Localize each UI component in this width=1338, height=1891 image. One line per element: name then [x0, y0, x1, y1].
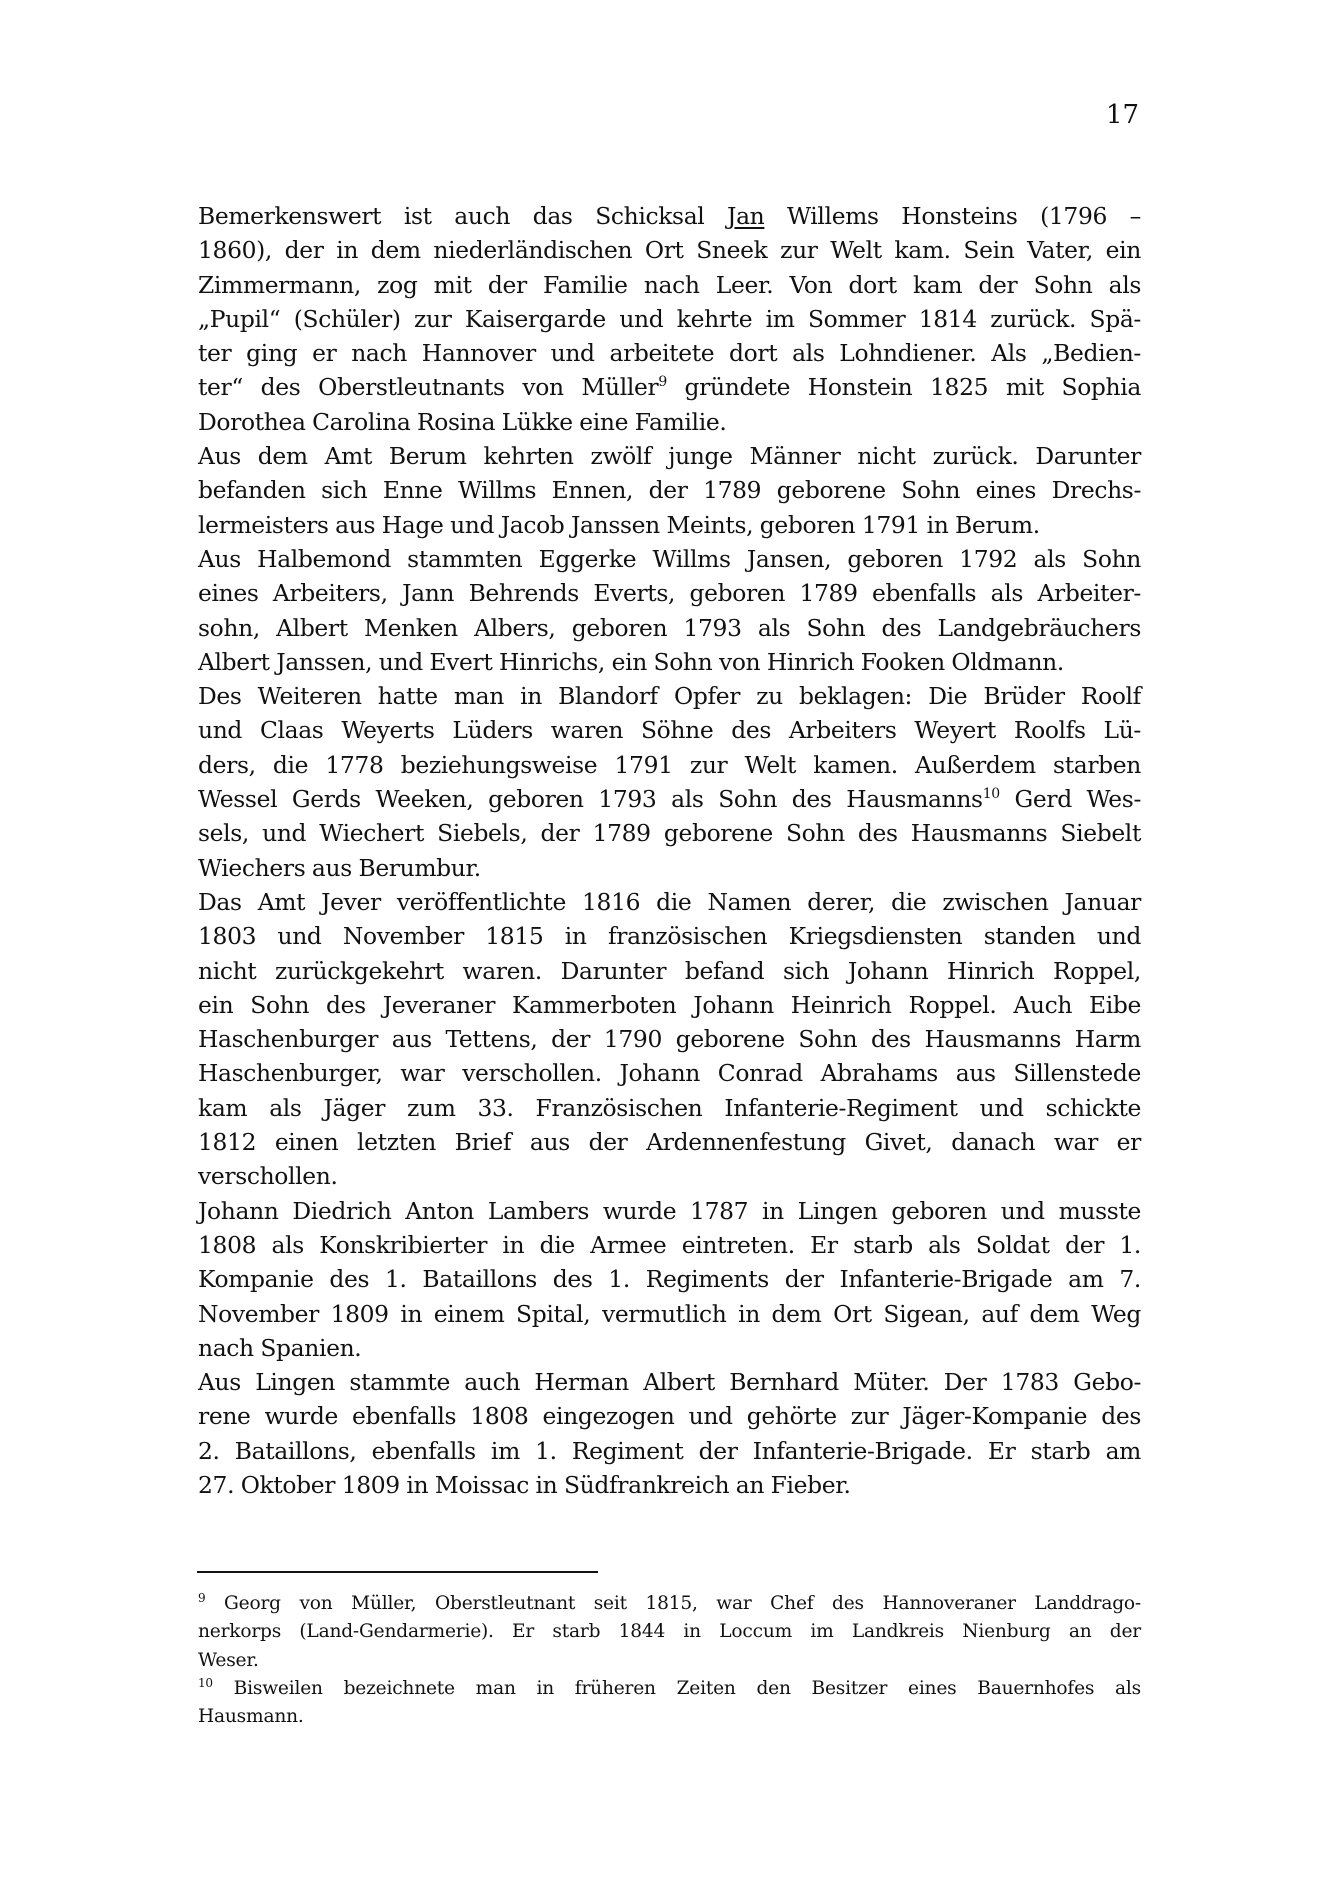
text-segment: Gerd Wes- [999, 785, 1141, 814]
text-line [198, 508, 1141, 542]
footnote-text: nerkorps (Land-Gendarmerie). Er starb 1844 in Loccum im Landkreis Nienburg an der [198, 1621, 1141, 1643]
text-segment: 1808 als Konskribierter in die Armee eintreten. Er starb als Soldat der 1. [198, 1230, 1141, 1259]
footnote [198, 1590, 1141, 1675]
text-line [198, 1159, 1141, 1193]
paragraph [198, 542, 1141, 679]
text-line [198, 336, 1141, 370]
text-segment: sels, und Wiechert Siebels, der 1789 geborene Sohn des Hausmanns Siebelt [198, 819, 1141, 848]
text-segment: Willems Honsteins (1796 – [764, 202, 1141, 230]
footnote [198, 1675, 1141, 1732]
footnote-line [198, 1590, 1141, 1618]
text-line [198, 233, 1141, 267]
text-segment: sohn, Albert Menken Albers, geboren 1793 als Sohn des Landgebräuchers [198, 613, 1141, 642]
text-segment: 1860), der in dem niederländischen Ort Sneek zur Welt kam. Sein Vater, ein [198, 236, 1141, 265]
footnote-line [198, 1675, 1141, 1703]
text-line [198, 713, 1141, 747]
text-segment: Bemerkenswert ist auch das Schicksal [198, 202, 728, 230]
text-segment: nach Spanien. [198, 1333, 362, 1362]
footnote-text: Hausmann. [198, 1706, 304, 1728]
paragraph [198, 1194, 1141, 1365]
footnote-separator [197, 1571, 598, 1573]
text-line [198, 1365, 1141, 1399]
text-segment: Wessel Gerds Weeken, geboren 1793 als Sohn des Hausmanns [198, 785, 983, 814]
text-line [198, 405, 1141, 439]
text-line [198, 1022, 1141, 1056]
text-segment: 2. Bataillons, ebenfalls im 1. Regiment der Infanterie-Brigade. Er starb am [198, 1436, 1141, 1465]
text-segment: 1803 und November 1815 in französischen Kriegsdiensten standen und [198, 922, 1141, 951]
footnotes [198, 1590, 1141, 1731]
text-line [198, 988, 1141, 1022]
text-segment: Dorothea Carolina Rosina Lükke eine Familie. [198, 407, 727, 436]
text-line [198, 199, 1141, 233]
text-segment: Wiechers aus Berumbur. [198, 853, 481, 882]
text-line [198, 302, 1141, 336]
text-line [198, 370, 1141, 404]
text-line [198, 439, 1141, 473]
text-segment: Aus dem Amt Berum kehrten zwölf junge Männer nicht zurück. Darunter [198, 442, 1141, 471]
text-segment: ter“ des Oberstleutnants von Müller [198, 373, 659, 402]
text-line [198, 1297, 1141, 1331]
body-text [198, 199, 1141, 1502]
text-segment: eines Arbeiters, Jann Behrends Everts, geboren 1789 ebenfalls als Arbeiter- [198, 579, 1141, 608]
text-line [198, 1399, 1141, 1433]
text-segment: November 1809 in einem Spital, vermutlich in dem Ort Sigean, auf dem Weg [198, 1299, 1141, 1328]
text-segment: „Pupil“ (Schüler) zur Kaisergarde und kehrte im Sommer 1814 zurück. Spä- [198, 304, 1141, 333]
text-segment: verschollen. [198, 1162, 338, 1191]
text-segment: Johann Diedrich Anton Lambers wurde 1787 in Lingen geboren und musste [198, 1196, 1141, 1225]
text-segment: 1812 einen letzten Brief aus der Ardennenfestung Givet, danach war er [198, 1128, 1141, 1157]
text-segment: Albert Janssen, und Evert Hinrichs, ein Sohn von Hinrich Fooken Oldmann. [198, 647, 1064, 676]
footnote-line [198, 1703, 1141, 1731]
text-segment: befanden sich Enne Willms Ennen, der 1789 geborene Sohn eines Drechs- [198, 476, 1141, 505]
text-segment: Des Weiteren hatte man in Blandorf Opfer zu beklagen: Die Brüder Roolf [198, 682, 1141, 711]
text-line [198, 1434, 1141, 1468]
footnote-line [198, 1647, 1141, 1675]
text-segment: Kompanie des 1. Bataillons des 1. Regiments der Infanterie-Brigade am 7. [198, 1265, 1141, 1294]
text-line [198, 1056, 1141, 1090]
text-segment: Aus Halbemond stammten Eggerke Willms Jansen, geboren 1792 als Sohn [198, 544, 1141, 573]
text-line [198, 1468, 1141, 1502]
footnote-line [198, 1618, 1141, 1646]
text-line [198, 542, 1141, 576]
text-segment: ter ging er nach Hannover und arbeitete dort als Lohndiener. Als „Bedien- [198, 339, 1141, 368]
text-line [198, 954, 1141, 988]
text-line [198, 679, 1141, 713]
text-line [198, 748, 1141, 782]
paragraph [198, 679, 1141, 885]
text-line [198, 645, 1141, 679]
text-segment: kam als Jäger zum 33. Französischen Infanterie-Regiment und schickte [198, 1093, 1141, 1122]
footnote-marker: 9 [198, 1591, 206, 1605]
text-segment: lermeisters aus Hage und Jacob Janssen Meints, geboren 1791 in Berum. [198, 510, 1040, 539]
footnote-reference[interactable]: 9 [658, 374, 667, 391]
footnote-text: Bisweilen bezeichnete man in früheren Zeiten den Besitzer eines Bauernhofes als [212, 1677, 1141, 1699]
text-line [198, 1262, 1141, 1296]
text-segment: Haschenburger aus Tettens, der 1790 geborene Sohn des Hausmanns Harm [198, 1025, 1141, 1054]
text-line [198, 1228, 1141, 1262]
text-line [198, 473, 1141, 507]
footnote-text: Weser. [198, 1649, 259, 1671]
underlined-name: Jan [727, 202, 765, 230]
text-segment: Das Amt Jever veröffentlichte 1816 die Namen derer, die zwischen Januar [198, 887, 1141, 916]
text-segment: Haschenburger, war verschollen. Johann Conrad Abrahams aus Sillenstede [198, 1059, 1141, 1088]
text-line [198, 782, 1141, 816]
text-line [198, 1331, 1141, 1365]
footnote-reference[interactable]: 10 [982, 786, 1000, 803]
paragraph [198, 1365, 1141, 1502]
text-line [198, 268, 1141, 302]
text-line [198, 919, 1141, 953]
text-line [198, 576, 1141, 610]
text-line [198, 885, 1141, 919]
page-number: 17 [1106, 100, 1140, 130]
text-segment: und Claas Weyerts Lüders waren Söhne des Arbeiters Weyert Roolfs Lü- [198, 716, 1141, 745]
text-line [198, 1125, 1141, 1159]
text-line [198, 611, 1141, 645]
text-segment: ein Sohn des Jeveraner Kammerboten Johann Heinrich Roppel. Auch Eibe [198, 990, 1141, 1019]
text-line [198, 1194, 1141, 1228]
paragraph [198, 199, 1141, 439]
paragraph [198, 439, 1141, 542]
text-segment: nicht zurückgekehrt waren. Darunter befand sich Johann Hinrich Roppel, [198, 956, 1141, 985]
text-segment: Zimmermann, zog mit der Familie nach Leer. Von dort kam der Sohn als [198, 270, 1141, 299]
footnote-marker: 10 [198, 1675, 213, 1690]
footnote-text: Georg von Müller, Oberstleutnant seit 1815, war Chef des Hannoveraner Landdrago- [205, 1593, 1141, 1614]
text-line [198, 816, 1141, 850]
text-segment: rene wurde ebenfalls 1808 eingezogen und gehörte zur Jäger-Kompanie des [198, 1402, 1141, 1431]
paragraph [198, 885, 1141, 1194]
text-line [198, 851, 1141, 885]
text-line [198, 1091, 1141, 1125]
text-segment: Aus Lingen stammte auch Herman Albert Bernhard Müter. Der 1783 Gebo- [198, 1368, 1141, 1397]
text-segment: 27. Oktober 1809 in Moissac in Südfrankreich an Fieber. [198, 1470, 851, 1499]
text-segment: ders, die 1778 beziehungsweise 1791 zur Welt kamen. Außerdem starben [198, 750, 1141, 779]
text-segment: gründete Honstein 1825 mit Sophia [666, 373, 1141, 402]
